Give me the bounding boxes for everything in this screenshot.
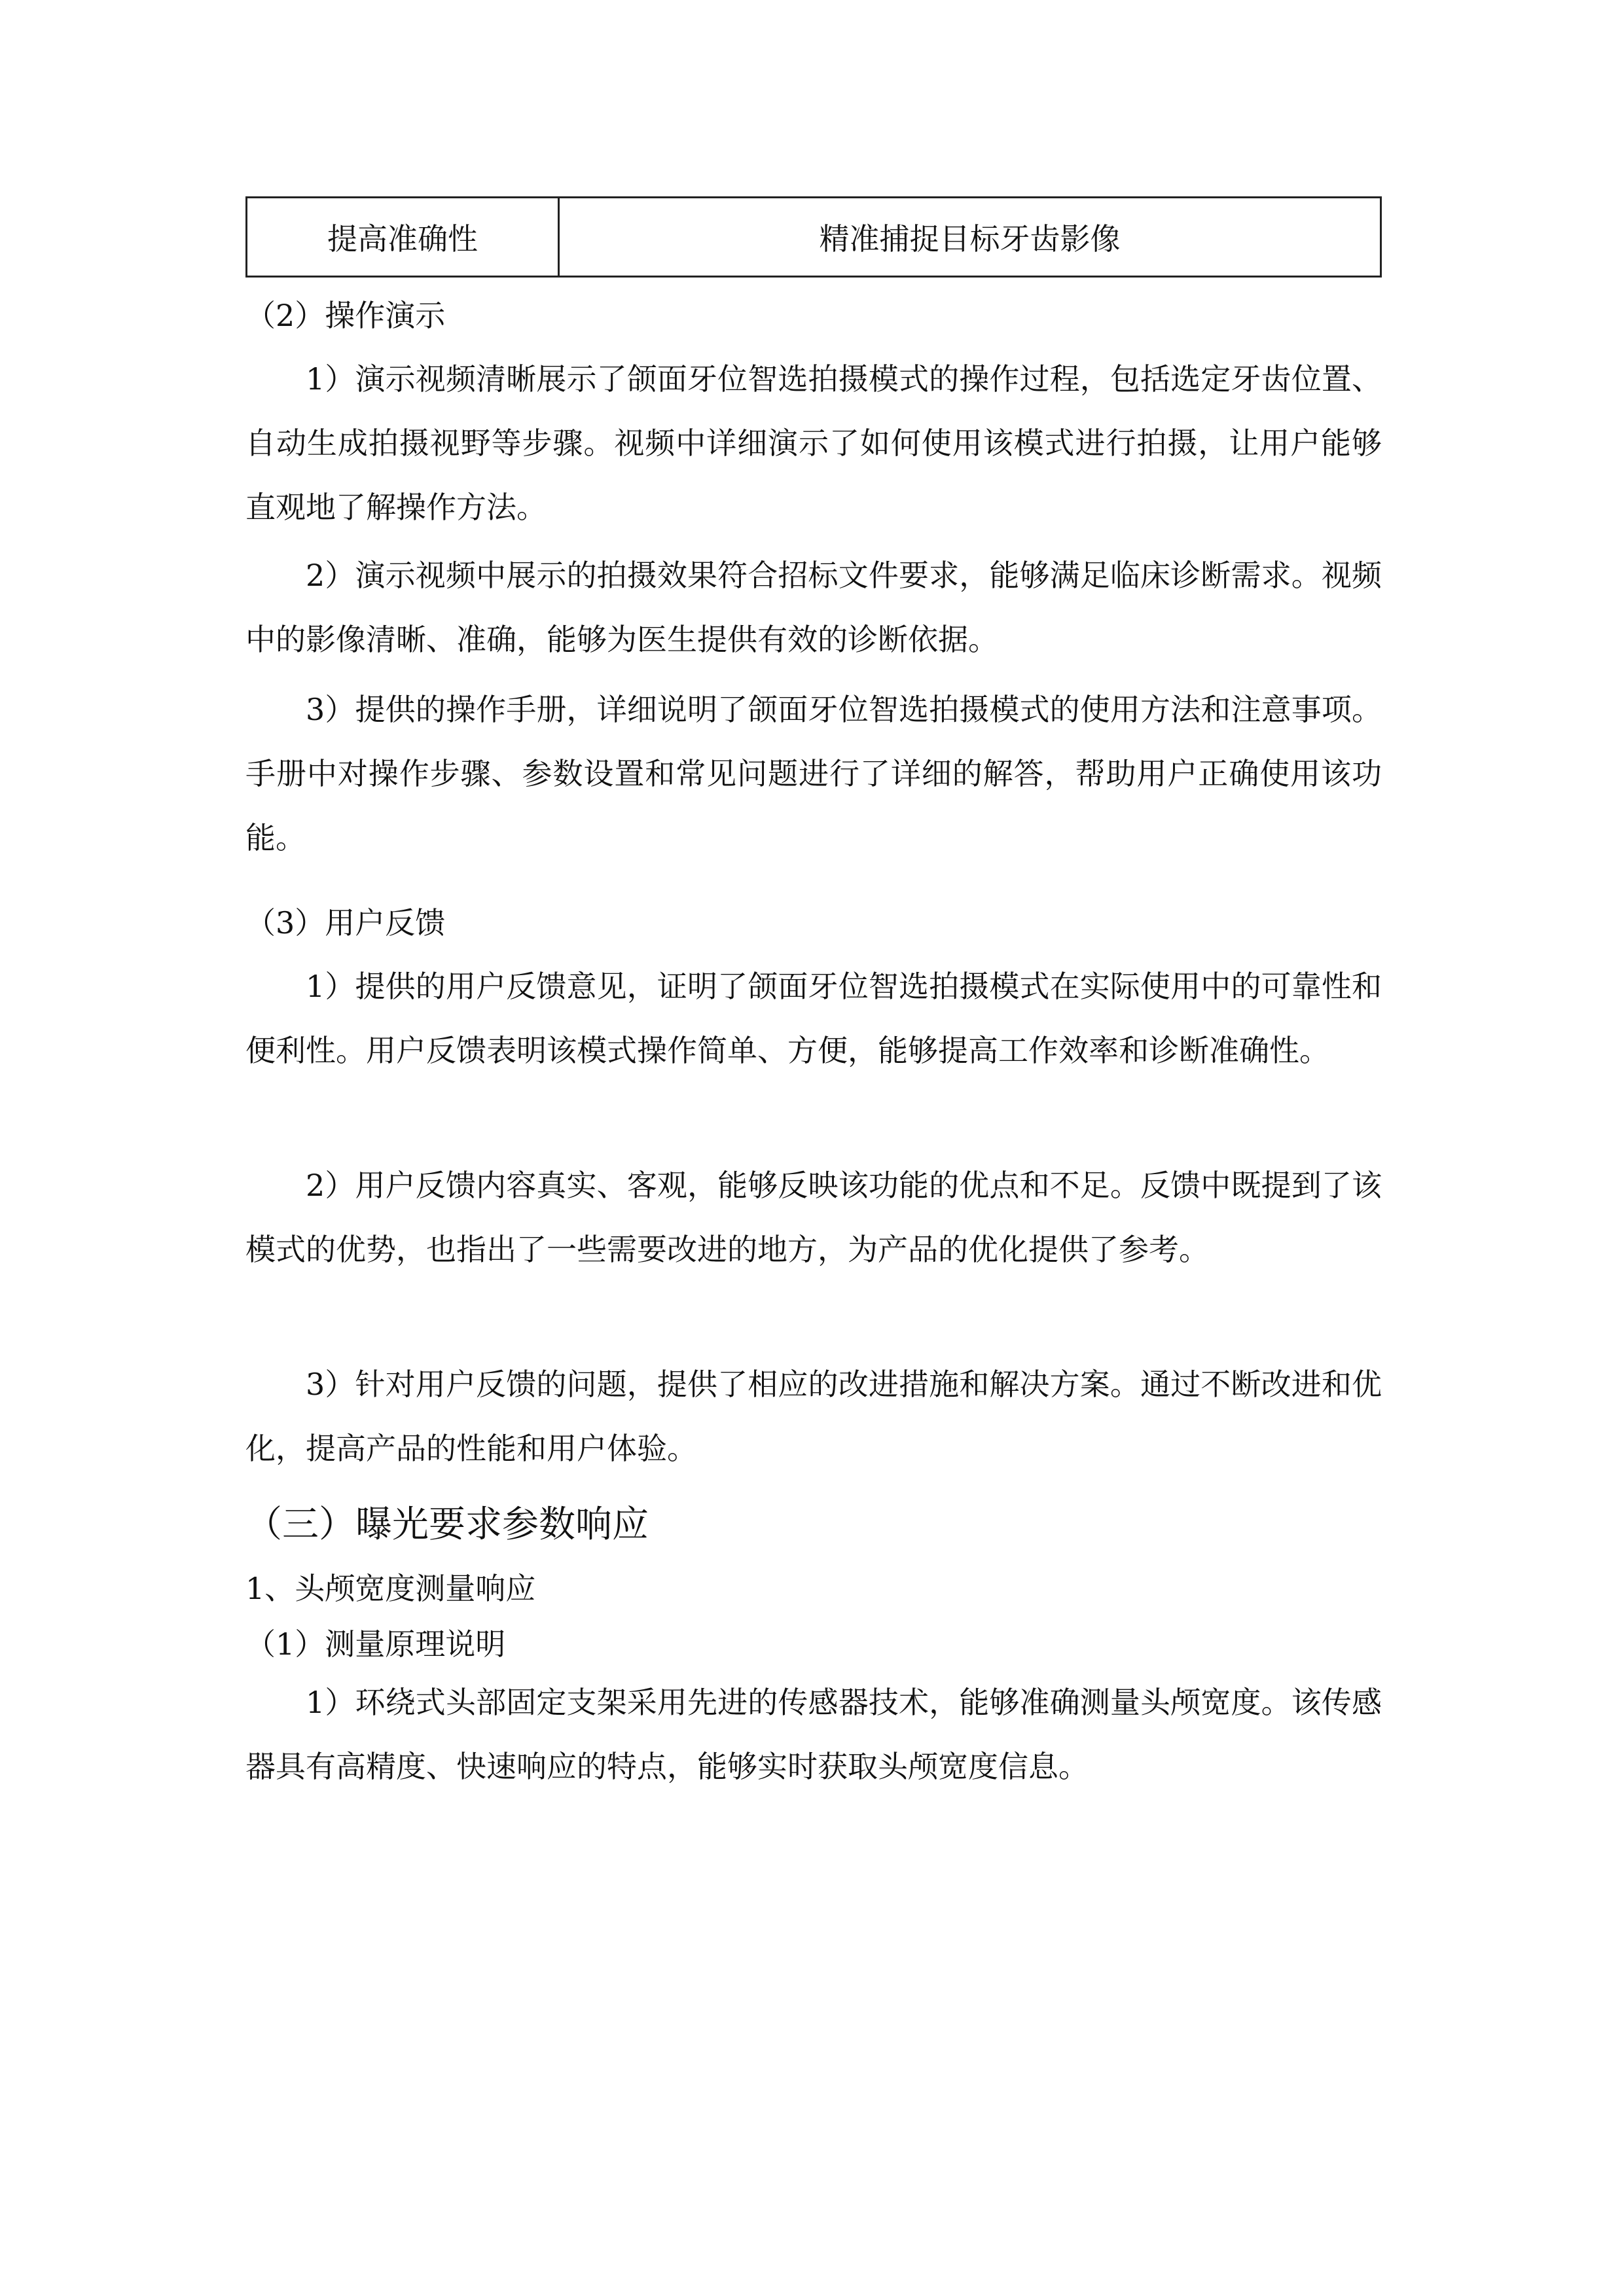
table-cell-feature: 提高准确性 [247, 198, 559, 277]
paragraph-op-demo-3: 3）提供的操作手册，详细说明了颌面牙位智选拍摄模式的使用方法和注意事项。手册中对操作步骤、参数设置和常见问题进行了详细的解答，帮助用户正确使用该功能。 [245, 692, 1382, 855]
paragraph-exposure-1: 1）环绕式头部固定支架采用先进的传感器技术，能够准确测量头颅宽度。该传感器具有高精度、快速响应的特点，能够实时获取头颅宽度信息。 [245, 1685, 1382, 1784]
section-heading-user-feedback: （3）用户反馈 [245, 905, 446, 941]
paragraph-feedback-3: 3）针对用户反馈的问题，提供了相应的改进措施和解决方案。通过不断改进和优化，提高产品的性能和用户体验。 [245, 1367, 1382, 1466]
paragraph-feedback-1: 1）提供的用户反馈意见，证明了颌面牙位智选拍摄模式在实际使用中的可靠性和便利性。用户反馈表明该模式操作简单、方便，能够提高工作效率和诊断准确性。 [245, 969, 1382, 1068]
table-row [247, 198, 1381, 277]
paragraph-op-demo-1: 1）演示视频清晰展示了颌面牙位智选拍摄模式的操作过程，包括选定牙齿位置、自动生成拍摄视野等步骤。视频中详细演示了如何使用该模式进行拍摄，让用户能够直观地了解操作方法。 [245, 361, 1382, 525]
subheading-skull-width: 1、头颅宽度测量响应 [245, 1571, 536, 1606]
section-heading-exposure: （三）曝光要求参数响应 [245, 1503, 649, 1546]
paragraph-op-demo-2: 2）演示视频中展示的拍摄效果符合招标文件要求，能够满足临床诊断需求。视频中的影像清晰、准确，能够为医生提供有效的诊断依据。 [245, 558, 1382, 657]
feature-table [245, 196, 1382, 278]
paragraph-feedback-2: 2）用户反馈内容真实、客观，能够反映该功能的优点和不足。反馈中既提到了该模式的优势，也指出了一些需要改进的地方，为产品的优化提供了参考。 [245, 1168, 1382, 1267]
section-heading-op-demo: （2）操作演示 [245, 298, 446, 333]
table-cell-description: 精准捕捉目标牙齿影像 [559, 198, 1381, 277]
subsubheading-measurement-principle: （1）测量原理说明 [245, 1626, 506, 1662]
